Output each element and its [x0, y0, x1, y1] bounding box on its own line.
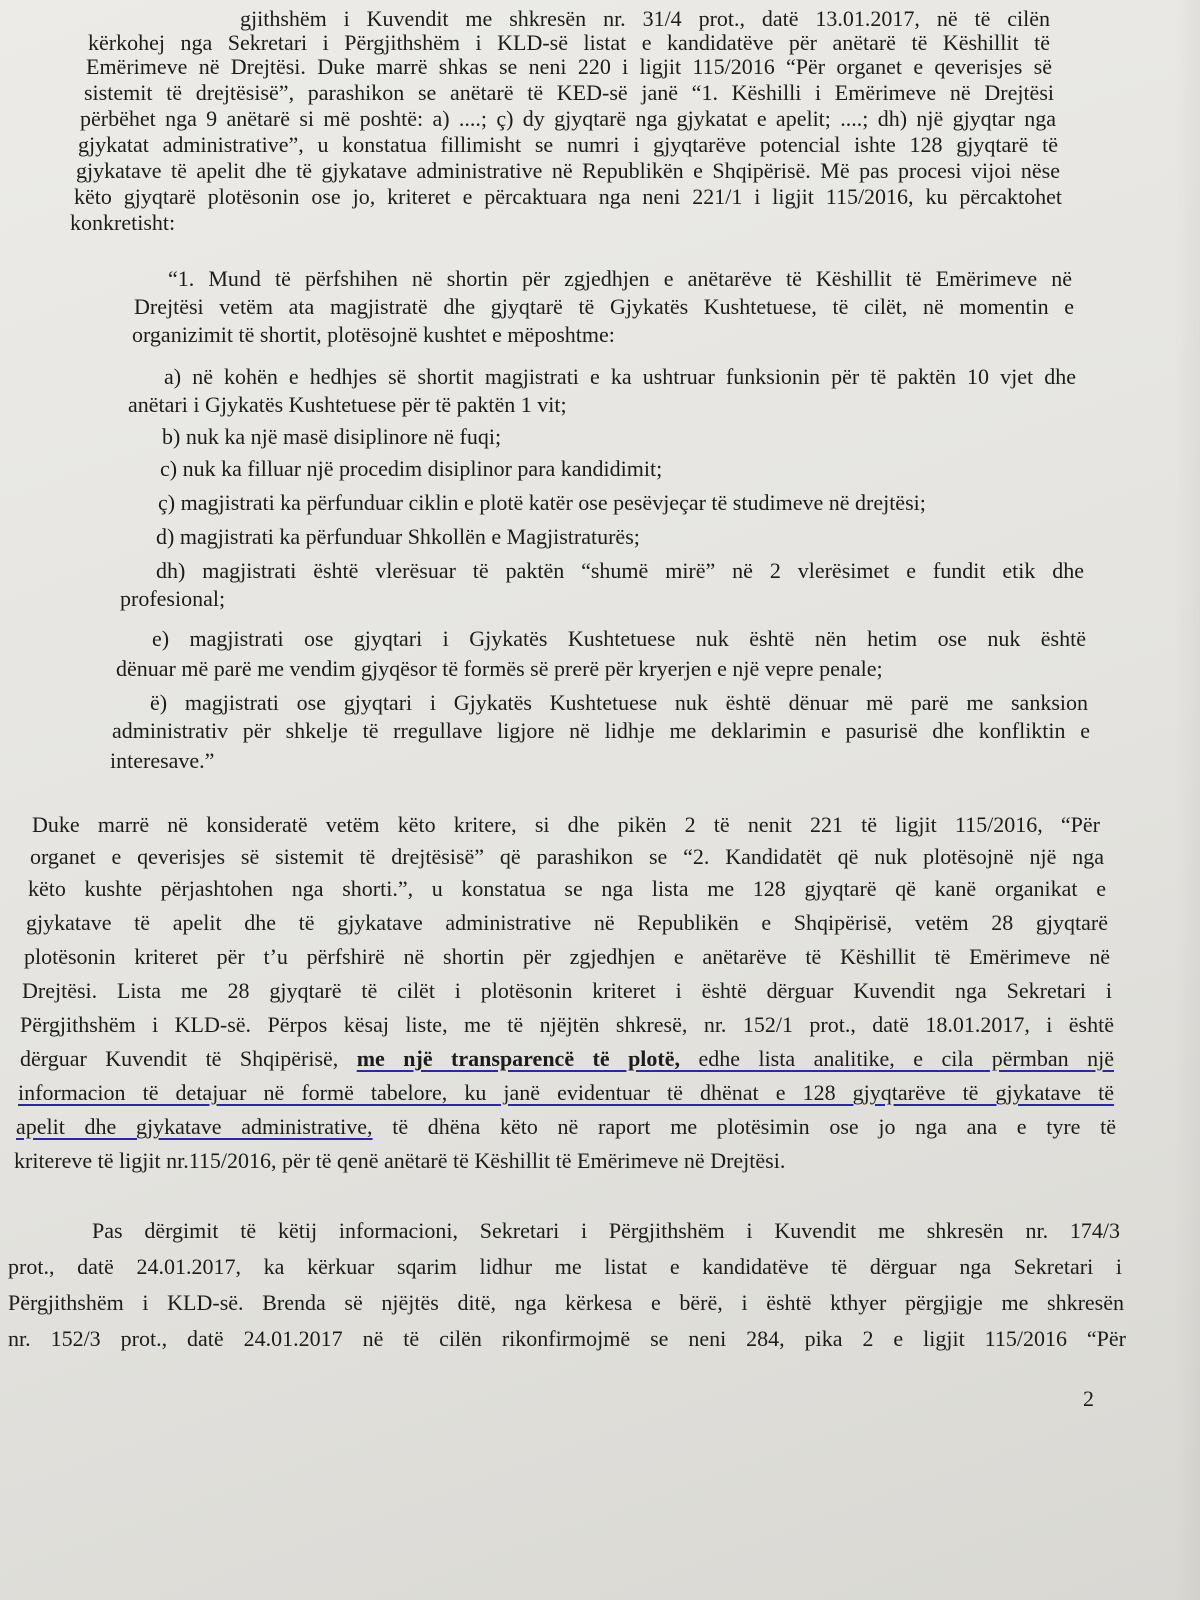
- criterion-e-dots-line-3: interesave.”: [110, 748, 215, 773]
- intro-line-6: gjykatat administrative”, u konstatua fillimisht se numri i gjyqtarëve potencial ishte 128 gjyqtarë të: [78, 132, 1058, 157]
- criterion-dh-line-2: profesional;: [120, 586, 226, 611]
- criterion-dh-line-1: dh) magjistrati është vlerësuar të paktën “shumë mirë” në 2 vlerësimet e fundit etik dhe: [156, 558, 1084, 583]
- para2-line-2: organet e qeverisjes së sistemit të drejtësisë” që parashikon se “2. Kandidatët që nuk plotësojnë një nga: [30, 844, 1104, 869]
- page-edge-shadow: [1174, 0, 1200, 1600]
- transparency-emphasis: me një transparencë të plotë,: [356, 1046, 681, 1071]
- para3-line-2: prot., datë 24.01.2017, ka kërkuar sqarim lidhur me listat e kandidatëve të dërguar nga Sekretari i: [8, 1254, 1122, 1279]
- para2-line-10-underlined: apelit dhe gjykatave administrative,: [16, 1114, 373, 1139]
- para2-line-10: [16, 1114, 1116, 1140]
- intro-line-4: sistemit të drejtësisë”, parashikon se anëtarë të KED-së janë “1. Këshilli i Emërimeve në Drejtësi: [84, 80, 1054, 105]
- criterion-c-cedilla: ç) magjistrati ka përfunduar ciklin e plotë katër ose pesëvjeçar të studimeve në drejtësi;: [158, 490, 926, 515]
- intro-line-5: përbëhet nga 9 anëtarë si më poshtë: a) ....; ç) dy gjyqtarë nga gjykatat e apelit; ....; dh) një gjyqtar nga: [80, 106, 1056, 131]
- intro-line-3: Emërimeve në Drejtësi. Duke marrë shkas se neni 220 i ligjit 115/2016 “Për organet e qeverisjes së: [86, 54, 1052, 79]
- para2-line-8: [20, 1046, 1114, 1072]
- criterion-d: d) magjistrati ka përfunduar Shkollën e Magjistraturës;: [156, 524, 640, 549]
- criterion-c: c) nuk ka filluar një procedim disiplinor para kandidimit;: [160, 456, 663, 481]
- criterion-e-dots-line-1: ë) magjistrati ose gjyqtari i Gjykatës Kushtetuese nuk është dënuar më parë me sanksion: [150, 690, 1088, 715]
- criterion-e-line-1: e) magjistrati ose gjyqtari i Gjykatës Kushtetuese nuk është nën hetim ose nuk është: [152, 626, 1086, 651]
- criterion-e-dots-line-2: administrativ për shkelje të rregullave ligjore në lidhje me deklarimin e pasurisë dhe konfliktin e: [112, 718, 1090, 743]
- intro-line-9: konkretisht:: [70, 210, 176, 235]
- criterion-a-line-1: a) në kohën e hedhjes së shortit magjistrati e ka ushtruar funksionin për të paktën 10 vjet dhe: [164, 364, 1076, 389]
- para3-line-1: Pas dërgimit të këtij informacioni, Sekretari i Përgjithshëm i Kuvendit me shkresën nr. 174/3: [92, 1218, 1120, 1243]
- quote-line-3: organizimit të shortit, plotësojnë kushtet e mëposhtme:: [132, 322, 615, 347]
- intro-line-2: kërkohej nga Sekretari i Përgjithshëm i KLD-së listat e kandidatëve për anëtarë të Këshillit të: [88, 30, 1050, 55]
- page-number: 2: [1083, 1386, 1094, 1411]
- para2-line-11: kritereve të ligjit nr.115/2016, për të qenë anëtarë të Këshillit të Emërimeve në Drejtësi.: [14, 1148, 786, 1173]
- criterion-b: b) nuk ka një masë disiplinore në fuqi;: [162, 424, 502, 449]
- intro-line-8: këto gjyqtarë plotësonin ose jo, kriteret e përcaktuara nga neni 221/1 i ligjit 115/2016, ku përcaktohet: [74, 184, 1062, 209]
- para3-line-4: nr. 152/3 prot., datë 24.01.2017 në të cilën rikonfirmojmë se neni 284, pika 2 e ligjit 115/2016 “Për: [8, 1326, 1126, 1351]
- para2-line-8-post: edhe lista analitike, e cila përmban një: [680, 1046, 1114, 1071]
- quote-line-1: “1. Mund të përfshihen në shortin për zgjedhjen e anëtarëve të Këshillit të Emërimeve në: [168, 266, 1072, 291]
- para2-line-10-post: të dhëna këto në raport me plotësimin ose jo nga ana e tyre të: [372, 1114, 1116, 1139]
- para2-line-5: plotësonin kriteret për t’u përfshirë në shortin për zgjedhjen e anëtarëve të Këshillit të Emërimeve në: [24, 944, 1110, 969]
- para2-line-8-pre: dërguar Kuvendit të Shqipërisë,: [20, 1046, 357, 1071]
- para2-line-4: gjykatave të apelit dhe të gjykatave administrative në Republikën e Shqipërisë, vetëm 28 gjyqtarë: [26, 910, 1108, 935]
- intro-line-1: gjithshëm i Kuvendit me shkresën nr. 31/4 prot., datë 13.01.2017, në të cilën: [240, 6, 1050, 31]
- para2-line-7: Përgjithshëm i KLD-së. Përpos kësaj liste, me të njëjtën shkresë, nr. 152/1 prot., datë 18.01.2017, i është: [20, 1012, 1114, 1037]
- quote-line-2: Drejtësi vetëm ata magjistratë dhe gjyqtarë të Gjykatës Kushtetuese, të cilët, në momentin e: [134, 294, 1074, 319]
- para2-line-9: informacion të detajuar në formë tabelore, ku janë evidentuar të dhënat e 128 gjyqtarëve të gjykatave të: [18, 1080, 1114, 1105]
- criterion-a-line-2: anëtari i Gjykatës Kushtetuese për të paktën 1 vit;: [128, 392, 567, 417]
- para3-line-3: Përgjithshëm i KLD-së. Brenda së njëjtës ditë, nga kërkesa e bërë, i është kthyer përgjigje me shkresën: [8, 1290, 1124, 1315]
- para2-line-6: Drejtësi. Lista me 28 gjyqtarë të cilët i plotësonin kriteret i është dërguar Kuvendit nga Sekretari i: [22, 978, 1112, 1003]
- para2-line-3: këto kushte përjashtohen nga shorti.”, u konstatua se nga lista me 128 gjyqtarë që kanë organikat e: [28, 876, 1106, 901]
- intro-line-7: gjykatave të apelit dhe të gjykatave administrative në Republikën e Shqipërisë. Më pas procesi vijoi nëse: [76, 158, 1060, 183]
- para2-line-1: Duke marrë në konsideratë vetëm këto kritere, si dhe pikën 2 të nenit 221 të ligjit 115/2016, “Për: [32, 812, 1100, 837]
- criterion-e-line-2: dënuar më parë me vendim gjyqësor të formës së prerë për kryerjen e një vepre penale;: [116, 656, 883, 681]
